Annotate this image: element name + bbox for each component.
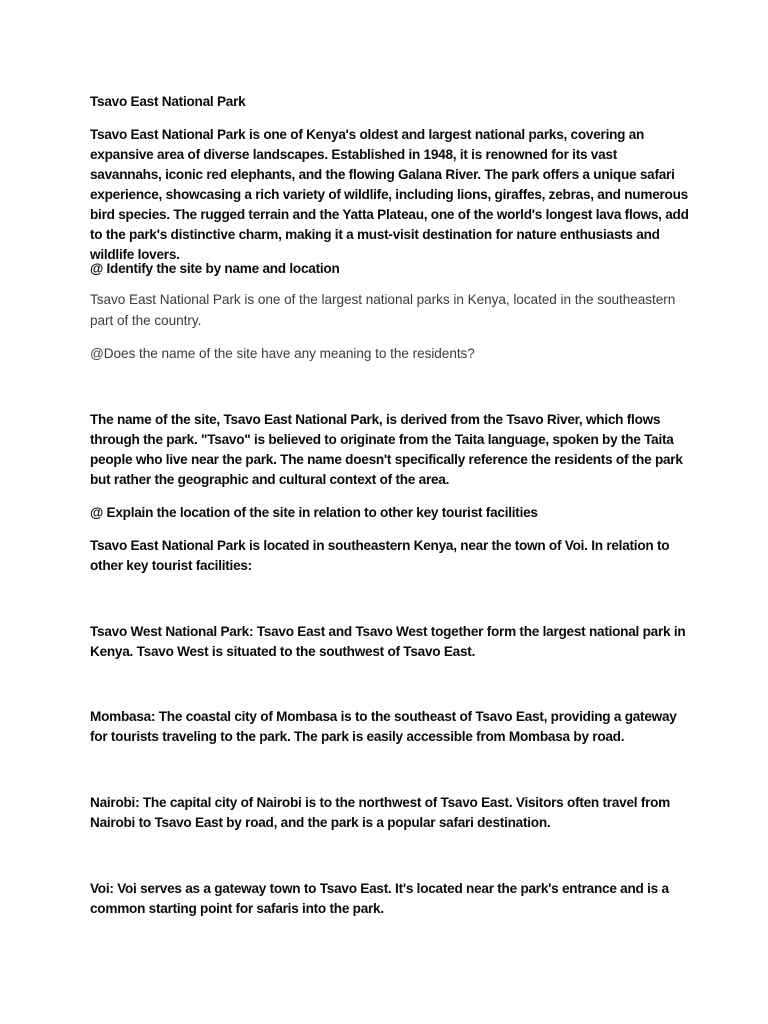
list-item-tsavo-west: Tsavo West National Park: Tsavo East and Tsavo West together form the largest national park in Kenya. Tsavo West is situated to the southwest of Tsavo East.	[90, 624, 686, 659]
question-name-meaning: @Does the name of the site have any meaning to the residents?	[90, 346, 475, 361]
answer-location-facilities: Tsavo East National Park is located in southeastern Kenya, near the town of Voi. In relation to other key tourist facilities:	[90, 538, 670, 573]
list-item-nairobi: Nairobi: The capital city of Nairobi is to the northwest of Tsavo East. Visitors often travel from Nairobi to Tsavo East by road, and the park is a popular safari destination.	[90, 795, 671, 830]
question-location-facilities: @ Explain the location of the site in relation to other key tourist facilities	[90, 505, 538, 520]
intro-paragraph: Tsavo East National Park is one of Kenya's oldest and largest national parks, covering an expansive area of diverse landscapes. Established in 1948, it is renowned for its vast savannahs, iconic red elephants, and the flowing Galana River. The park offers a unique safari experience, showcasing a rich variety of wildlife, including lions, giraffes, zebras, and numerous bird species. The rugged terrain and the Yatta Plateau, one of the world's longest lava flows, add to the park's distinctive charm, making it a must-visit destination for nature enthusiasts and wildlife lovers.	[90, 127, 689, 262]
list-item-voi: Voi: Voi serves as a gateway town to Tsavo East. It's located near the park's entrance and is a common starting point for safaris into the park.	[90, 881, 669, 916]
answer-identify-site: Tsavo East National Park is one of the largest national parks in Kenya, located in the southeastern part of the country.	[90, 292, 676, 328]
question-identify-site: @ Identify the site by name and location	[90, 261, 340, 276]
document-title: Tsavo East National Park	[90, 94, 246, 109]
list-item-mombasa: Mombasa: The coastal city of Mombasa is to the southeast of Tsavo East, providing a gateway for tourists traveling to the park. The park is easily accessible from Mombasa by road.	[90, 709, 677, 744]
answer-name-meaning: The name of the site, Tsavo East National Park, is derived from the Tsavo River, which flows through the park. "Tsavo" is believed to originate from the Taita language, spoken by the Taita people who live near the park. The name doesn't specifically reference the residents of the park but rather the geographic and cultural context of the area.	[90, 412, 683, 487]
